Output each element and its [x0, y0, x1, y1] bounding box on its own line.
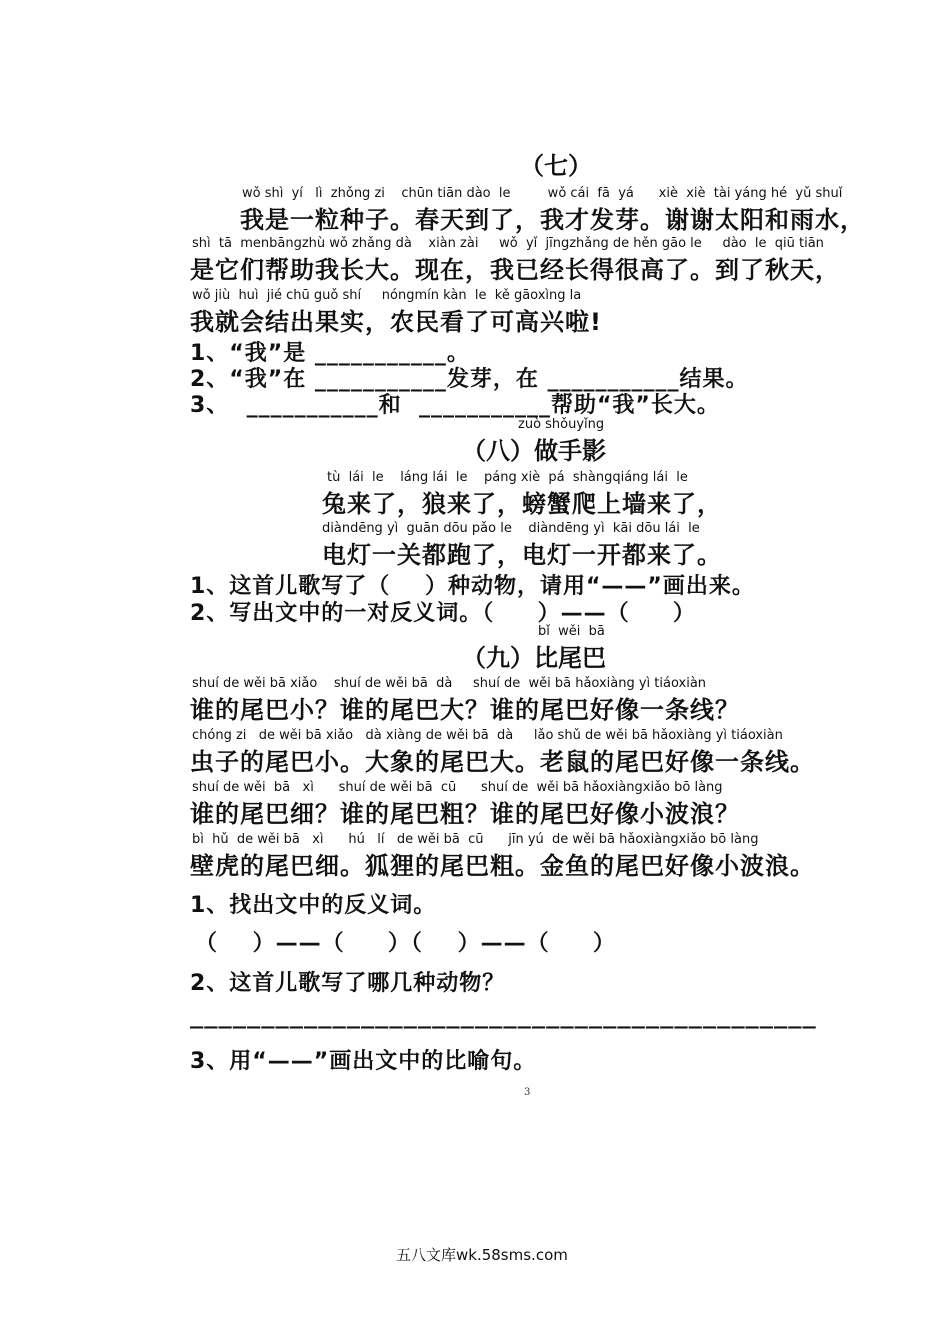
- text-line: 壁虎的尾巴细。狐狸的尾巴粗。金鱼的尾巴好像小波浪。: [190, 852, 815, 880]
- text-line: 谁的尾巴细？谁的尾巴粗？谁的尾巴好像小波浪？: [190, 800, 740, 828]
- pinyin-line: shì tā menbāngzhù wǒ zhǎng dà xiàn zài wǒ yǐ jīngzhǎng de hěn gāo le dào le qiū tiān: [192, 236, 824, 251]
- page-number: 3: [524, 1087, 531, 1098]
- text-line: 是它们帮助我长大。现在，我已经长得很高了。到了秋天，: [190, 256, 840, 284]
- pinyin-line: wǒ shì yí lì zhǒng zi chūn tiān dào le wǒ cái fā yá xiè xiè tài yáng hé yǔ shuǐ: [242, 186, 843, 201]
- pinyin-line: shuí de wěi bā xì shuí de wěi bā cū shuí de wěi bā hǎoxiàngxiǎo bō làng: [192, 780, 723, 795]
- question-1: 1、这首儿歌写了（ ）种动物，请用“——”画出来。: [190, 574, 755, 599]
- question-1: 1、“我”是 ___________。: [190, 341, 470, 366]
- text-line: 谁的尾巴小？谁的尾巴大？谁的尾巴好像一条线？: [190, 696, 740, 724]
- antonym-blanks: （ ）——（ ）（ ）——（ ）: [195, 931, 616, 956]
- pinyin-line: bì hǔ de wěi bā xì hú lí de wěi bā cū jīn yú de wěi bā hǎoxiàngxiǎo bō làng: [192, 832, 759, 847]
- question-2: 2、这首儿歌写了哪几种动物？: [190, 971, 506, 996]
- section-9-title: （九）比尾巴: [462, 644, 606, 672]
- text-line: 我是一粒种子。春天到了，我才发芽。谢谢太阳和雨水，: [240, 206, 865, 234]
- pinyin-line: diàndēng yì guān dōu pǎo le diàndēng yì kāi dōu lái le: [322, 521, 700, 536]
- text-line: 虫子的尾巴小。大象的尾巴大。老鼠的尾巴好像一条线。: [190, 748, 815, 776]
- pinyin-line: wǒ jiù huì jié chū guǒ shí nóngmín kàn le kě gāoxìng la: [192, 288, 582, 303]
- question-3: 3、 ___________和 ___________帮助“我”长大。: [190, 393, 720, 418]
- pinyin-line: tù lái le láng lái le páng xiè pá shàngqiáng lái le: [327, 470, 688, 485]
- pinyin-line: chóng zi de wěi bā xiǎo dà xiàng de wěi bā dà lǎo shǔ de wěi bā hǎoxiàng yì tiáoxiàn: [192, 728, 783, 743]
- section-7-title: （七）: [520, 152, 592, 180]
- question-2: 2、写出文中的一对反义词。（ ）——（ ）: [190, 601, 696, 626]
- text-line: 电灯一关都跑了，电灯一开都来了。: [322, 541, 722, 569]
- question-2: 2、“我”在 ___________发芽，在 ___________结果。: [190, 367, 749, 392]
- pinyin-line: shuí de wěi bā xiǎo shuí de wěi bā dà shuí de wěi bā hǎoxiàng yì tiáoxiàn: [192, 676, 707, 691]
- section-8-title-pinyin: zuò shǒuyǐng: [518, 417, 605, 432]
- text-line: 兔来了，狼来了，螃蟹爬上墙来了，: [322, 490, 722, 518]
- footer-watermark: 五八文库wk.58sms.com: [396, 1246, 568, 1264]
- question-1: 1、找出文中的反义词。: [190, 893, 437, 918]
- answer-line: ____________________________________________: [190, 1004, 817, 1029]
- section-8-title: （八）做手影: [462, 437, 606, 465]
- question-3: 3、用“——”画出文中的比喻句。: [190, 1049, 537, 1074]
- text-line: 我就会结出果实，农民看了可高兴啦!: [190, 308, 602, 336]
- section-9-title-pinyin: bǐ wěi bā: [538, 624, 605, 639]
